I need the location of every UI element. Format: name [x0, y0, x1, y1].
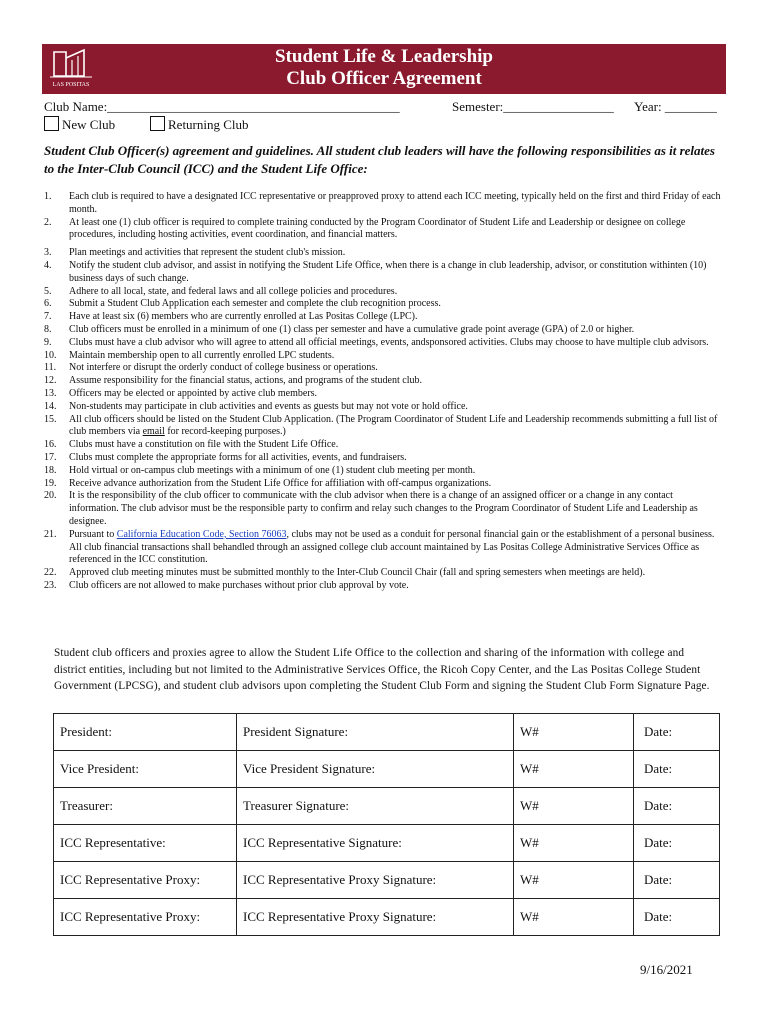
role-cell[interactable]: Vice President:	[54, 751, 237, 788]
rule-number: 7.	[44, 311, 52, 323]
role-cell[interactable]: ICC Representative Proxy:	[54, 899, 237, 936]
rule-item	[44, 490, 724, 528]
signature-cell[interactable]: ICC Representative Proxy Signature:	[237, 899, 514, 936]
rule-text: It is the responsibility of the club officer to communicate with the club advisor when there is a change of an assigned officer or a change in any contact information. The club advisor must be the responsible party to confirm and relay such changes to the Program Coordinator of Student Life and Leadership as designee.	[69, 490, 698, 527]
rule-number: 18.	[44, 464, 57, 476]
role-cell[interactable]: Treasurer:	[54, 788, 237, 825]
rule-text: Club officers are not allowed to make purchases without prior club approval by vote.	[69, 579, 409, 591]
rule-item	[44, 580, 724, 593]
date-cell[interactable]: Date:	[634, 899, 720, 936]
rule-number: 9.	[44, 336, 52, 348]
rule-item	[44, 414, 724, 440]
signature-row	[54, 862, 720, 899]
club-name-field[interactable]: Club Name:_____________________________________________	[44, 99, 400, 114]
rule-text: Notify the student club advisor, and assist in notifying the Student Life Office, when there is a change in club leadership, advisor, or constitution withinten (10) business days of such change.	[69, 259, 707, 284]
rule-link[interactable]: California Education Code, Section 76063	[116, 528, 287, 540]
returning-club-option[interactable]	[150, 116, 249, 133]
rule-text: Clubs must complete the appropriate forms for all activities, events, and fundraisers.	[69, 451, 407, 463]
rule-item	[44, 439, 724, 452]
rule-text: Adhere to all local, state, and federal laws and all college policies and procedures.	[69, 285, 398, 297]
signature-cell[interactable]: Treasurer Signature:	[237, 788, 514, 825]
new-club-checkbox[interactable]	[44, 116, 59, 131]
rule-item	[44, 375, 724, 388]
rule-item	[44, 286, 724, 299]
rule-item	[44, 529, 724, 567]
rules-list	[44, 191, 724, 593]
date-cell[interactable]: Date:	[634, 751, 720, 788]
rule-number: 23.	[44, 579, 57, 591]
header-banner	[42, 44, 726, 94]
rule-number: 16.	[44, 439, 57, 451]
returning-club-checkbox[interactable]	[150, 116, 165, 131]
rule-item	[44, 311, 724, 324]
rule-number: 17.	[44, 451, 57, 463]
rule-text: Have at least six (6) members who are currently enrolled at Las Positas College (LPC).	[69, 311, 418, 323]
rule-text: Submit a Student Club Application each semester and complete the club recognition process.	[69, 298, 441, 310]
rule-number: 22.	[44, 567, 57, 579]
w-number-cell[interactable]: W#	[514, 825, 634, 862]
signature-row	[54, 751, 720, 788]
rule-text: , clubs may not be used as a conduit for personal financial gain or the establishment of a personal business. All club financial transactions shall behandled through an assigned college club account maintained by Las Positas College Administrative Services Office as referenced in the ICC constitution.	[69, 528, 715, 566]
rule-text: Maintain membership open to all currently enrolled LPC students.	[69, 349, 335, 361]
rule-item	[44, 324, 724, 337]
rule-link[interactable]: email	[142, 426, 165, 438]
rule-number: 21.	[44, 528, 57, 540]
w-number-cell[interactable]: W#	[514, 788, 634, 825]
rule-number: 8.	[44, 323, 52, 335]
rule-number: 10.	[44, 349, 57, 361]
date-cell[interactable]: Date:	[634, 714, 720, 751]
rule-text: Clubs must have a constitution on file with the Student Life Office.	[69, 439, 339, 451]
date-cell[interactable]: Date:	[634, 862, 720, 899]
w-number-cell[interactable]: W#	[514, 714, 634, 751]
rule-number: 19.	[44, 477, 57, 489]
signature-cell[interactable]: ICC Representative Proxy Signature:	[237, 862, 514, 899]
signature-cell[interactable]: Vice President Signature:	[237, 751, 514, 788]
signature-row	[54, 825, 720, 862]
new-club-label: New Club	[62, 117, 116, 132]
rule-text: At least one (1) club officer is required to complete training conducted by the Program Coordinator of Student Life and Leadership or designee on college procedures, including hosting activities, event coordination, and financial matters.	[69, 216, 686, 241]
page-title: Student Life & Leadership	[275, 46, 493, 67]
rule-text: All club officers should be listed on the Student Club Application. (The Program Coordinator of Student Life and Leadership recommends submitting a full list of club members via	[69, 413, 718, 438]
rule-number: 3.	[44, 247, 52, 259]
rule-text: Hold virtual or on-campus club meetings with a minimum of one (1) student club meeting per month.	[69, 464, 476, 476]
rule-item	[44, 478, 724, 491]
rule-text: for record-keeping purposes.)	[164, 426, 286, 438]
rule-item	[44, 567, 724, 580]
new-club-option[interactable]	[44, 116, 115, 133]
rule-item	[44, 452, 724, 465]
rule-number: 14.	[44, 400, 57, 412]
rule-number: 6.	[44, 298, 52, 310]
date-cell[interactable]: Date:	[634, 825, 720, 862]
role-cell[interactable]: ICC Representative:	[54, 825, 237, 862]
page-subtitle: Club Officer Agreement	[286, 68, 482, 89]
rule-number: 20.	[44, 490, 57, 502]
signature-table	[53, 713, 720, 936]
w-number-cell[interactable]: W#	[514, 899, 634, 936]
signature-row	[54, 899, 720, 936]
rule-item	[44, 350, 724, 363]
rule-text: Each club is required to have a designated ICC representative or preapproved proxy to attend each ICC meeting, typically held on the first and third Friday of each month.	[69, 191, 721, 215]
rule-text: Assume responsibility for the financial status, actions, and programs of the student club.	[69, 375, 422, 387]
rule-number: 11.	[44, 362, 57, 374]
rule-text: Plan meetings and activities that represent the student club's mission.	[69, 247, 346, 259]
role-cell[interactable]: ICC Representative Proxy:	[54, 862, 237, 899]
rule-item	[44, 217, 724, 243]
year-field[interactable]: Year: ________	[634, 99, 717, 114]
rule-item	[44, 401, 724, 414]
rule-item	[44, 191, 724, 217]
rule-text: Clubs must have a club advisor who will agree to attend all official meetings, events, andsponsored activities. Clubs may choose to have multiple club advisors.	[69, 336, 709, 348]
intro-statement: Student Club Officer(s) agreement and guidelines. All student club leaders will have the following responsibilities as it relates to the Inter-Club Council (ICC) and the Student Life Office:	[44, 143, 715, 176]
rule-item	[44, 388, 724, 401]
rule-text: Not interfere or disrupt the orderly conduct of college business or operations.	[69, 362, 378, 374]
rule-number: 13.	[44, 387, 57, 399]
role-cell[interactable]: President:	[54, 714, 237, 751]
rule-item	[44, 298, 724, 311]
rule-item	[44, 260, 724, 286]
rule-text: Officers may be elected or appointed by active club members.	[69, 387, 318, 399]
consent-paragraph: Student club officers and proxies agree to allow the Student Life Office to the collection and sharing of the information with college and district entities, including but not limited to the Administrative Services Office, the Ricoh Copy Center, and the Las Positas College Student Government (LPCSG), and student club advisors upon completing the Student Club Form and signing the Student Club Form Signature Page.	[54, 647, 710, 692]
rule-item	[44, 465, 724, 478]
rule-text: Receive advance authorization from the Student Life Office for affiliation with off-campus organizations.	[69, 477, 492, 489]
signature-cell[interactable]: President Signature:	[237, 714, 514, 751]
rule-number: 1.	[44, 191, 52, 202]
date-cell[interactable]: Date:	[634, 788, 720, 825]
rule-number: 5.	[44, 285, 52, 297]
w-number-cell[interactable]: W#	[514, 751, 634, 788]
w-number-cell[interactable]: W#	[514, 862, 634, 899]
rule-text: Pursuant to	[69, 528, 117, 540]
signature-row	[54, 788, 720, 825]
semester-field[interactable]: Semester:_________________	[452, 99, 614, 114]
rule-number: 2.	[44, 216, 52, 228]
college-logo	[44, 46, 98, 92]
rule-number: 12.	[44, 375, 57, 387]
returning-club-label: Returning Club	[168, 117, 249, 132]
signature-row	[54, 714, 720, 751]
footer-date: 9/16/2021	[640, 962, 693, 977]
signature-cell[interactable]: ICC Representative Signature:	[237, 825, 514, 862]
rule-text: Non-students may participate in club activities and events as guests but may not vote or hold office.	[69, 400, 468, 412]
rule-number: 4.	[44, 259, 52, 271]
rule-text: Club officers must be enrolled in a minimum of one (1) class per semester and have a cumulative grade point average (GPA) of 2.0 or higher.	[69, 323, 635, 335]
logo-text: LAS POSITAS	[52, 82, 90, 88]
rule-number: 15.	[44, 413, 57, 425]
rule-item	[44, 337, 724, 350]
rule-text: Approved club meeting minutes must be submitted monthly to the Inter-Club Council Chair (fall and spring semesters when meetings are held).	[69, 567, 646, 579]
rule-item	[44, 362, 724, 375]
rule-item	[44, 247, 724, 260]
